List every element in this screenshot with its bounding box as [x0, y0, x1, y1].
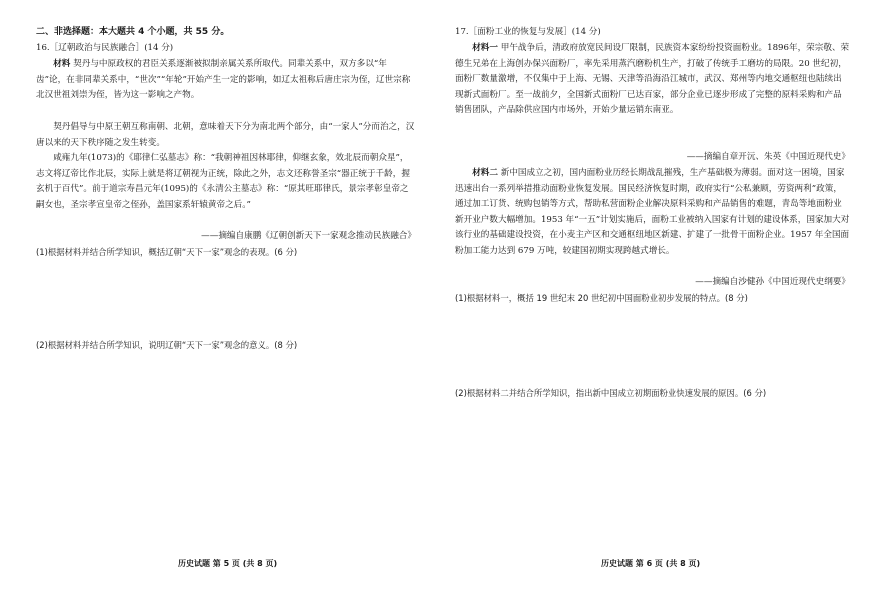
question-17-material2: [455, 166, 850, 260]
question-17-title: 17.［面粉工业的恢复与发展］(14 分): [455, 27, 601, 37]
question-16-title: 16.［辽朝政治与民族融合］(14 分): [36, 43, 174, 53]
question-16-source: ——摘编自康鹏《辽朝创新天下一家观念推动民族融合》: [201, 231, 416, 241]
material2-text: 新中国成立之初，国内面粉业历经长期战乱摧残，生产基础极为薄弱。面对这一困境，国家迅速出台一系列举措推动面粉业恢复发展。国民经济恢复时期，政府实行“公私兼顾，劳资两利”政策，通过加工订货、统购包销等方式，帮助私营面粉企业解决原料采购和产品销售的难题，青岛等地面粉业新开业户数大幅增加。1953 年“一五”计划实施后，面粉工业被纳入国家有计划的建设体系，国家加大对该行业的基础建设投资，在小麦主产区和交通枢纽地区新建、扩建了一批骨干面粉企业。1957 年全国面粉加工能力达到 679 万吨，较建国初期实现跨越式增长。: [455, 168, 850, 256]
question-16-material-para3: 咸雍九年(1073)的《耶律仁弘墓志》称：“我朝神祖因林耶律，仰继玄象，效北辰而朝众星”，志文将辽帝比作北辰，实际上就是将辽朝视为正统，除此之外，志文还称誉圣宗“器正统于千龄，握玄机于百代”。前于道宗寿昌元年(1095)的《永清公主墓志》称：“原其旺耶律氏，景宗孝彰皇帝之嗣女也，圣宗孝宣皇帝之侄孙，盖国家系轩辕黄帝之后。”: [36, 153, 410, 210]
material2-label: 材料二: [472, 168, 498, 178]
question-17-part1: (1)根据材料一，概括 19 世纪末 20 世纪初中国面粉业初步发展的特点。(8 分): [455, 293, 748, 303]
material1-label: 材料一: [472, 43, 498, 53]
question-17-source1: ——摘编自章开沅、朱英《中国近现代史》: [686, 152, 850, 162]
question-16-part1: (1)根据材料并结合所学知识，概括辽朝“天下一家”观念的表现。(6 分): [36, 247, 298, 257]
question-16-material-para1: [36, 57, 416, 104]
question-16-material-para2: 契丹倡导与中原王朝互称南朝、北朝，意味着天下分为南北两个部分，由“一家人”分而治之，汉唐以来的天下秩序随之发生转变。: [36, 122, 415, 148]
question-16-part2: (2)根据材料并结合所学知识，说明辽朝“天下一家”观念的意义。(8 分): [36, 340, 298, 350]
material1-text: 甲午战争后，清政府放宽民间设厂限制，民族资本家纷纷投资面粉业。1896年，荣宗敬、荣德生兄弟在上海创办保兴面粉厂，率先采用蒸汽磨粉机生产，打破了传统手工磨坊的局限。20 世纪初，面粉厂数量激增，不仅集中于上海、无锡、天津等沿海沿江城市，武汉、郑州等内地交通枢纽也陆续出现新式面粉厂。至一战前夕，全国新式面粉厂已达百家，部分企业已逐步形成了完整的原料采购和产品销售团队，产品除供应国内市场外，开始少量运销东南亚。: [455, 43, 850, 116]
material-label: 材料: [53, 59, 71, 69]
section-title: 二、非选择题：本大题共 4 个小题，共 55 分。: [36, 27, 230, 37]
left-page-footer: 历史试题 第 5 页 (共 8 页): [178, 559, 278, 568]
question-17-material1: [455, 41, 850, 119]
material-para1-text: 契丹与中原政权的君臣关系逐渐被拟制亲属关系所取代。同辈关系中，双方多以“年齿”论，在非同辈关系中，“世次”“年轮”开始产生一定的影响，如辽太祖称后唐庄宗为侄，辽世宗称北汉世祖刘崇为侄，皆为这一影响之产物。: [36, 59, 411, 101]
right-page-footer: 历史试题 第 6 页 (共 8 页): [601, 559, 701, 568]
question-17-part2: (2)根据材料二并结合所学知识，指出新中国成立初期面粉业快速发展的原因。(6 分): [455, 388, 767, 398]
question-17-source2: ——摘编自沙健孙《中国近现代史纲要》: [695, 277, 850, 287]
right-page: [435, 0, 870, 604]
